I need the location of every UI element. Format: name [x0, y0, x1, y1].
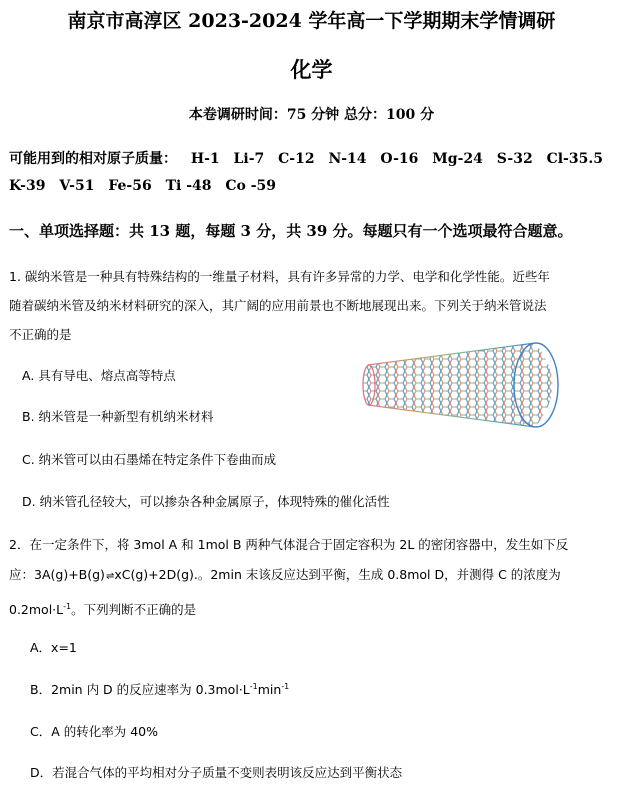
- unit-superscript: -1: [281, 681, 290, 691]
- option-b-unit: min: [257, 682, 282, 697]
- question-2-stem: [9, 530, 619, 625]
- atomic-mass-item: V-51: [59, 178, 95, 194]
- question-1-stem-line: 随着碳纳米管及纳米材料研究的深入，其广阔的应用前景也不断地展现出来。下列关于纳米管说法: [9, 298, 547, 313]
- question-2-stem-line: [9, 560, 619, 592]
- atomic-mass-item: Li-7: [233, 151, 265, 167]
- atomic-mass-item: K-39: [9, 178, 46, 194]
- atomic-mass-line-1: [9, 148, 612, 168]
- question-2-option-d: D．若混合气体的平均相对分子质量不变则表明该反应达到平衡状态: [30, 765, 403, 780]
- section-heading: 一、单项选择题：共 13 题，每题 3 分，共 39 分。每题只有一个选项最符合题意。: [9, 222, 573, 240]
- exam-subject: 化学: [290, 57, 333, 82]
- atomic-mass-item: Ti -48: [165, 178, 212, 194]
- option-b-text: B．2min 内 D 的反应速率为 0.3mol·L: [30, 682, 250, 697]
- question-1-option-d: D. 纳米管孔径较大，可以掺杂各种金属原子，体现特殊的催化活性: [22, 494, 390, 509]
- question-1-stem-line: 不正确的是: [9, 327, 72, 342]
- reaction-right: xC(g)+2D(g).。2min 末该反应达到平衡，生成 0.8mol D，并测得 C 的浓度为: [114, 567, 561, 582]
- carbon-nanotube-icon: [360, 335, 575, 435]
- atomic-mass-label: 可能用到的相对原子质量：: [9, 151, 177, 167]
- concentration-value: 0.2mol·L: [9, 602, 64, 618]
- question-2-option-b: [30, 680, 289, 698]
- atomic-mass-item: Mg-24: [432, 151, 483, 167]
- atomic-mass-item: O-16: [380, 151, 419, 167]
- question-1-option-b: B. 纳米管是一种新型有机纳米材料: [22, 409, 214, 424]
- question-2-prompt: 。下列判断不正确的是: [71, 602, 197, 618]
- atomic-mass-item: Fe-56: [108, 178, 152, 194]
- exam-meta: 本卷调研时间：75 分钟 总分：100 分: [188, 107, 435, 123]
- exam-title: 南京市高淳区 2023-2024 学年高一下学期期末学情调研: [67, 10, 556, 32]
- atomic-mass-line-2: [9, 178, 285, 194]
- reaction-left: 应：3A(g)+B(g): [9, 567, 105, 582]
- atomic-mass-item: H-1: [190, 151, 220, 167]
- question-1-option-c: C. 纳米管可以由石墨烯在特定条件下卷曲而成: [22, 452, 277, 467]
- question-1-stem-line: 1. 碳纳米管是一种具有特殊结构的一维量子材料，具有许多异常的力学、电学和化学性能。近些年: [9, 269, 550, 284]
- equilibrium-arrow-icon: ⇌: [105, 571, 114, 582]
- question-2-option-c: C．A 的转化率为 40%: [30, 724, 159, 739]
- atomic-mass-item: Co -59: [225, 178, 277, 194]
- atomic-mass-item: N-14: [328, 151, 367, 167]
- atomic-mass-item: C-12: [278, 151, 315, 167]
- question-2-stem-line: [9, 592, 619, 625]
- atomic-mass-item: S-32: [496, 151, 533, 167]
- question-1-option-a: A. 具有导电、熔点高等特点: [22, 368, 176, 383]
- unit-superscript: -1: [63, 602, 72, 611]
- question-2-option-a: A．x=1: [30, 640, 77, 655]
- atomic-mass-item: Cl-35.5: [546, 151, 603, 167]
- unit-superscript: -1: [249, 681, 258, 691]
- question-2-stem-line: 2．在一定条件下，将 3mol A 和 1mol B 两种气体混合于固定容积为 2L 的密闭容器中，发生如下反: [9, 537, 569, 552]
